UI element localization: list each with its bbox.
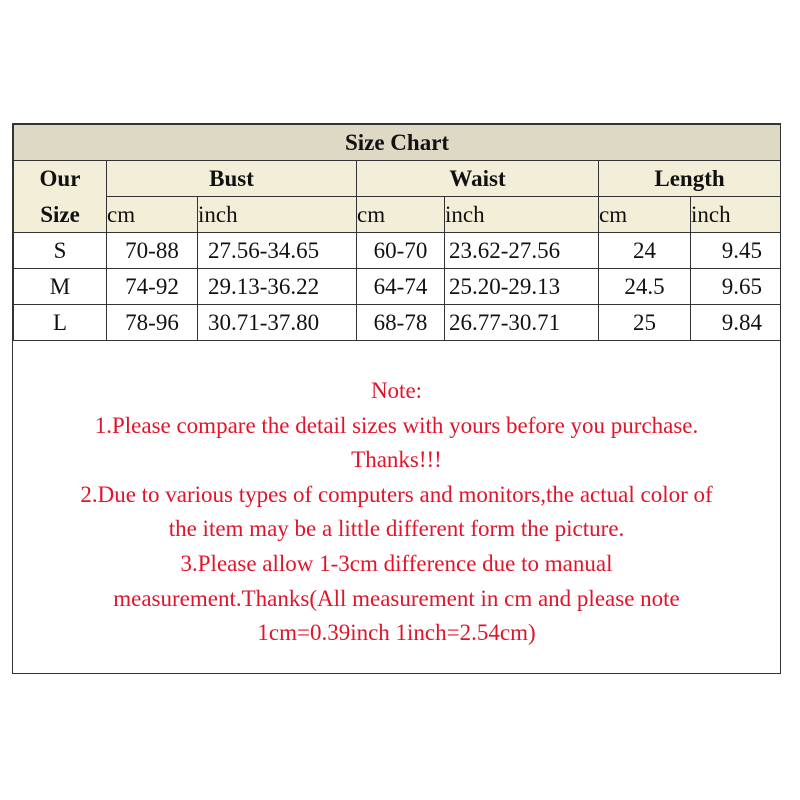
bust-header: Bust	[107, 161, 357, 197]
note-heading: Note:	[370, 378, 423, 403]
note-line: measurement.Thanks(All measurement in cm and please note	[113, 585, 680, 611]
length-inch-cell: 9.45	[691, 233, 781, 269]
length-header: Length	[599, 161, 781, 197]
waist-cm-cell: 64-74	[357, 269, 445, 305]
note-line: the item may be a little different form the picture.	[168, 516, 625, 542]
size-cell: S	[14, 233, 107, 269]
length-cm-cell: 24	[599, 233, 691, 269]
size-chart-frame	[12, 123, 781, 674]
unit-waist-inch: inch	[445, 196, 599, 233]
note-line: 1.Please compare the detail sizes with yours before you purchase.	[94, 412, 699, 438]
note-line: Thanks!!!	[351, 447, 442, 473]
waist-cm-cell: 68-78	[357, 305, 445, 341]
waist-header: Waist	[357, 161, 599, 197]
size-cell: M	[14, 269, 107, 305]
table-row	[14, 269, 781, 305]
size-cell: L	[14, 305, 107, 341]
bust-cm-cell: 74-92	[107, 269, 198, 305]
waist-inch-cell: 26.77-30.71	[445, 305, 599, 341]
bust-inch-cell: 30.71-37.80	[198, 305, 357, 341]
unit-length-inch: inch	[691, 196, 781, 233]
bust-inch-cell: 27.56-34.65	[198, 233, 357, 269]
waist-inch-cell: 23.62-27.56	[445, 233, 599, 269]
unit-bust-inch: inch	[198, 196, 357, 233]
our-size-header-line2: Size	[40, 201, 80, 227]
note-line: 1cm=0.39inch 1inch=2.54cm)	[257, 620, 536, 646]
our-size-header	[14, 161, 107, 233]
length-inch-cell: 9.84	[691, 305, 781, 341]
unit-bust-cm: cm	[107, 196, 198, 233]
bust-cm-cell: 70-88	[107, 233, 198, 269]
unit-length-cm: cm	[599, 196, 691, 233]
table-title: Size Chart	[14, 125, 781, 161]
waist-inch-cell: 25.20-29.13	[445, 269, 599, 305]
waist-cm-cell: 60-70	[357, 233, 445, 269]
our-size-header-line1: Our	[39, 166, 81, 191]
length-cm-cell: 24.5	[599, 269, 691, 305]
size-chart-table	[13, 124, 781, 341]
note-line: 2.Due to various types of computers and monitors,the actual color of	[80, 481, 713, 507]
length-inch-cell: 9.65	[691, 269, 781, 305]
note-line: 3.Please allow 1-3cm difference due to manual	[180, 550, 613, 576]
note-block	[13, 374, 780, 651]
length-cm-cell: 25	[599, 305, 691, 341]
unit-waist-cm: cm	[357, 196, 445, 233]
table-row	[14, 233, 781, 269]
table-row	[14, 305, 781, 341]
bust-inch-cell: 29.13-36.22	[198, 269, 357, 305]
bust-cm-cell: 78-96	[107, 305, 198, 341]
